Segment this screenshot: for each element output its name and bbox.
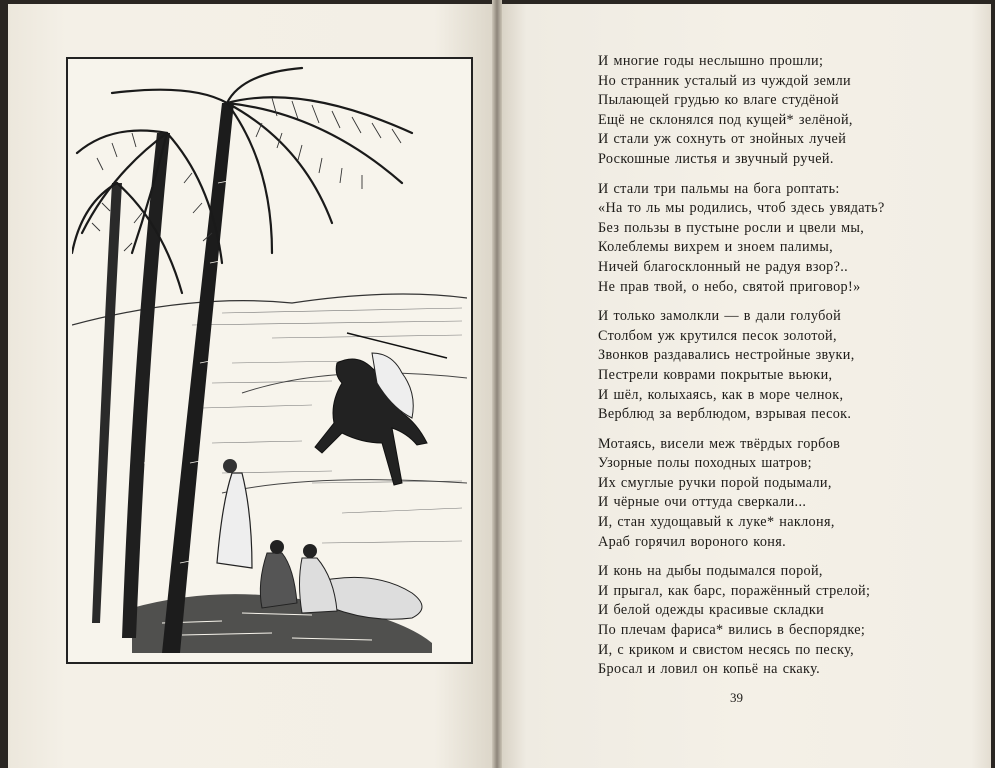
- poem-line: Столбом уж крутился песок золотой,: [598, 327, 837, 344]
- poem-line: И чёрные очи оттуда сверкали...: [598, 494, 807, 511]
- poem-line: Бросал и ловил он копьё на скаку.: [598, 661, 821, 678]
- desert-palms-rider-icon: [72, 63, 467, 658]
- poem-line: Ничей благосклонный не радуя взор?..: [598, 258, 849, 275]
- poem-line: Пылающей грудью ко влаге студёной: [598, 92, 839, 109]
- poem-line: Пестрели коврами покрытые вьюки,: [598, 366, 833, 383]
- poem-line: И белой одежды красивые складки: [598, 602, 825, 619]
- stanza: [598, 307, 978, 425]
- poem-line: Звонков раздавались нестройные звуки,: [598, 347, 855, 364]
- stanza: [598, 180, 978, 298]
- poem-line: И стали уж сохнуть от знойных лучей: [598, 131, 847, 148]
- stanza: [598, 435, 978, 553]
- poem-line: И прыгал, как барс, поражённый стрелой;: [598, 582, 871, 599]
- page-number: 39: [730, 690, 743, 705]
- poem-line: И только замолкли — в дали голубой: [598, 308, 842, 325]
- poem-line: И, с криком и свистом несясь по песку,: [598, 641, 855, 658]
- poem-line: Узорные полы походных шатров;: [598, 455, 812, 472]
- left-page: [8, 4, 493, 768]
- illustration: [66, 57, 473, 664]
- poem-line: Их смуглые ручки порой подымали,: [598, 474, 832, 491]
- poem-line: И стали три пальмы на бога роптать:: [598, 180, 840, 197]
- poem-line: По плечам фариса* вились в беспорядке;: [598, 622, 866, 639]
- poem-line: Но странник усталый из чуждой земли: [598, 72, 851, 89]
- poem-line: И шёл, колыхаясь, как в море челнок,: [598, 386, 844, 403]
- poem-line: И конь на дыбы подымался порой,: [598, 563, 823, 580]
- book-gutter: [492, 0, 502, 768]
- poem-line: Араб горячил вороного коня.: [598, 533, 786, 550]
- poem-line: Ещё не склонялся под кущей* зелёной,: [598, 111, 853, 128]
- poem-line: И, стан худощавый к луке* наклоня,: [598, 514, 835, 531]
- poem-line: Без пользы в пустыне росли и цвели мы,: [598, 219, 865, 236]
- poem-line: Не прав твой, о небо, святой приговор!»: [598, 278, 861, 295]
- stanza: [598, 52, 978, 170]
- stanza: [598, 562, 978, 680]
- poem-line: Колеблемы вихрем и зноем палимы,: [598, 239, 834, 256]
- right-page: [502, 4, 991, 768]
- poem-line: Роскошные листья и звучный ручей.: [598, 150, 834, 167]
- poem-line: Мотаясь, висели меж твёрдых горбов: [598, 435, 841, 452]
- poem-line: И многие годы неслышно прошли;: [598, 53, 824, 69]
- poem-line: «На то ль мы родились, чтоб здесь увядать?: [598, 200, 885, 217]
- poem-line: Верблюд за верблюдом, взрывая песок.: [598, 406, 852, 423]
- poem-text: [598, 52, 978, 690]
